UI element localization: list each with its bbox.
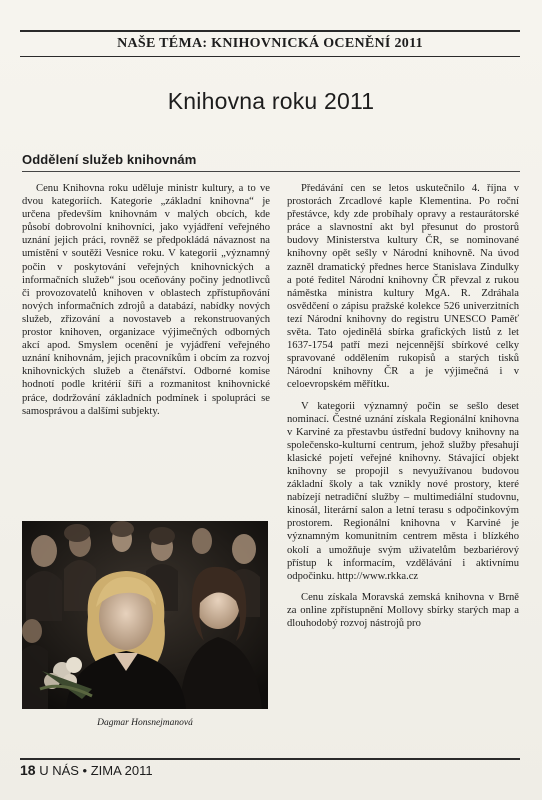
photo-caption: Dagmar Honsnejmanová xyxy=(97,718,193,728)
footer-rule xyxy=(20,758,520,760)
heading-rule xyxy=(22,171,520,172)
page-number: 18 xyxy=(20,762,36,778)
section-header xyxy=(20,30,520,57)
publication-name: U NÁS • ZIMA 2011 xyxy=(39,763,153,778)
body-paragraph: V kategorii významný počin se sešlo deset nominací. Čestné uznání získala Regionální knihovna v Karviné za přestavbu ústřední budovy knihovny na společensko-kulturní centrum, jehož služby přesahují klasické pojetí veřejné knihovny. Stávající objekt knihovny se propojil s nevyužívanou budovou základní školy a tak vznikly nové prostory, které nabízejí netradiční služby – multimediální studovnu, kinosál, literární salon a letní terasu s odpočinkovým prostorem. Regionální knihovna v Karviné je významným komunitním centrem města i blízkého okolí a umožňuje svým uživatelům bezbariérový přístup k informacím, vzdělávání i aktivnímu odpočinku. http://www.rkka.cz xyxy=(287,400,519,582)
body-paragraph: Cenu získala Moravská zemská knihovna v Brně za online zpřístupnění Mollovy sbírky starých map a dlouhodobý rozvoj nástrojů pro xyxy=(287,591,519,629)
page-footer xyxy=(20,762,153,778)
body-paragraph: Cenu Knihovna roku uděluje ministr kultury, a to ve dvou kategoriích. Kategorie „základní knihovna“ je určena především knihovnám v malých obcích, kde působí dobrovolní knihovníci, jako vyjádření veřejného uznání jejich práci, rovněž se předpokládá návaznost na umístění v soutěži Vesnice roku. V kategorii „významný počin v poskytování veřejných knihovnických a informačních služeb“ jsou oceňovány počiny jednotlivců či provozovatelů knihoven v oblastech zpřístupňování nových informačních zdrojů a databází, nabídky nových služeb, zřizování a novostaveb a rekonstruovaných prostor knihoven, organizace výjimečných odborných akcí apod. Smyslem ocenění je vyjádření veřejného uznání knihovnám, jejich pracovníkům i obcím za rozvoj knihovnických služeb a čtenářství. Odborné komise hodnotí podle kritérií šíři a rozmanitost knihovnické práce, dodržování základních podmínek i spolupráci se samosprávou a dalšími subjekty. xyxy=(22,183,270,417)
article-title: Knihovna roku 2011 xyxy=(167,88,375,114)
section-header-title: NAŠE TÉMA: KNIHOVNICKÁ OCENĚNÍ 2011 xyxy=(117,36,423,51)
section-heading: Oddělení služeb knihovnám xyxy=(22,152,197,167)
right-column xyxy=(287,182,519,754)
left-column xyxy=(22,182,270,510)
award-ceremony-photo xyxy=(22,521,268,709)
body-paragraph: Předávání cen se letos uskutečnilo 4. října v prostorách Zrcadlové kaple Klementina. Po roční přestávce, kdy zde probíhaly opravy a restaurátorské práce a slavnostní akt byl přesunut do prostorů budovy Ministerstva kultury ČR, se nominované knihovny opět sešly v Národní knihovně. Na úvod zazněl dramatický přednes herce Stanislava Zindulky a poté ředitel Národní knihovny ČR převzal z rukou náměstka ministra kultury MgA. R. Zdráhala osvědčení o zápisu pražské kolekce 526 univerzitních tezí Národní knihovny do registru UNESCO Paměť světa. Tato ojedinělá sbírka grafických listů z let 1637-1754 patří mezi nejcennější sbírkové celky spravované oddělením rukopisů a starých tisků Národní knihovny ČR a je výjimečná i v celoevropském měřítku. xyxy=(287,183,519,391)
